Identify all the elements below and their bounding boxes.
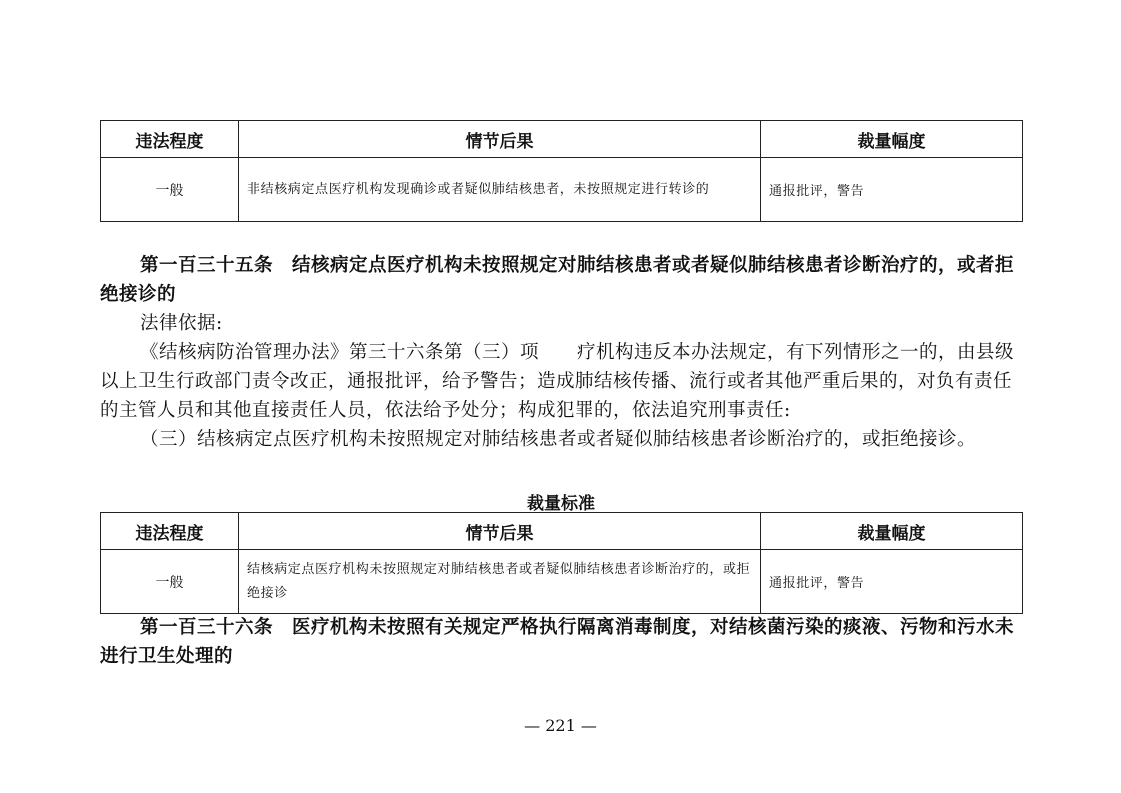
table-row — [101, 550, 1023, 614]
legal-basis-text: 《结核病防治管理办法》第三十六条第（三）项 疗机构违反本办法规定，有下列情形之一的，由县级以上卫生行政部门责令改正，通报批评，给予警告；造成肺结核传播、流行或者其他严重后果的，对负有责任的主管人员和其他直接责任人员，依法给予处分；构成犯罪的，依法追究刑事责任: — [100, 342, 1015, 421]
cell-violation-level: 一般 — [101, 158, 239, 222]
article-136-title: 第一百三十六条 医疗机构未按照有关规定严格执行隔离消毒制度，对结核菌污染的痰液、污物和污水未进行卫生处理的 — [100, 617, 1015, 667]
header-circumstance: 情节后果 — [239, 513, 761, 550]
penalty-table-1 — [100, 120, 1023, 222]
table-header-row — [101, 513, 1023, 550]
cell-circumstance: 非结核病定点医疗机构发现确诊或者疑似肺结核患者，未按照规定进行转诊的 — [239, 158, 761, 222]
page-number: — 221 — — [524, 716, 597, 735]
table-row — [101, 158, 1023, 222]
header-penalty-range: 裁量幅度 — [761, 121, 1023, 158]
cell-penalty: 通报批评，警告 — [761, 158, 1023, 222]
header-penalty-range: 裁量幅度 — [761, 513, 1023, 550]
legal-basis-label: 法律依据: — [140, 313, 223, 334]
header-violation-level: 违法程度 — [101, 513, 239, 550]
cell-violation-level: 一般 — [101, 550, 239, 614]
cell-circumstance: 结核病定点医疗机构未按照规定对肺结核患者或者疑似肺结核患者诊断治疗的，或拒绝接诊 — [239, 550, 761, 614]
legal-clause-3: （三）结核病定点医疗机构未按照规定对肺结核患者或者疑似肺结核患者诊断治疗的，或拒绝接诊。 — [140, 429, 977, 450]
table-header-row — [101, 121, 1023, 158]
penalty-table-2 — [100, 512, 1023, 614]
discretion-standard-title: 裁量标准 — [527, 494, 595, 514]
header-violation-level: 违法程度 — [101, 121, 239, 158]
article-135-title: 第一百三十五条 结核病定点医疗机构未按照规定对肺结核患者或者疑似肺结核患者诊断治疗的，或者拒绝接诊的 — [100, 255, 1015, 305]
cell-penalty: 通报批评，警告 — [761, 550, 1023, 614]
header-circumstance: 情节后果 — [239, 121, 761, 158]
